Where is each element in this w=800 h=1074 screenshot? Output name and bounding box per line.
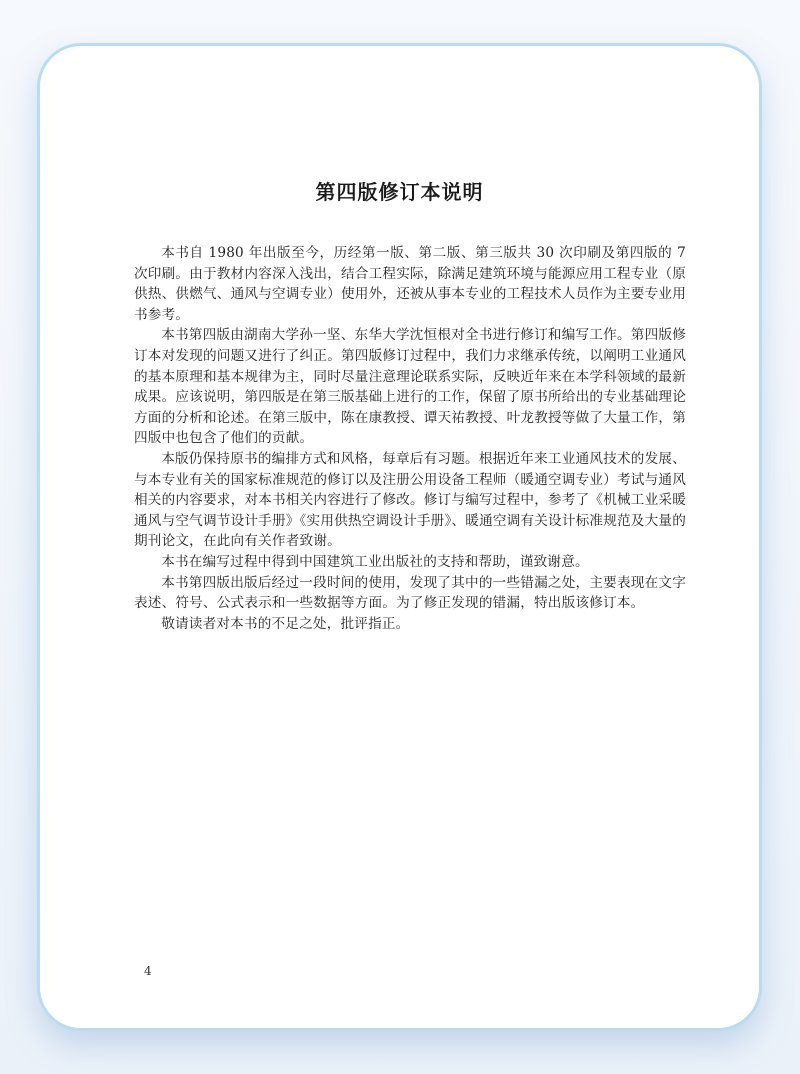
paragraph-acknowledgement: 本书在编写过程中得到中国建筑工业出版社的支持和帮助，谨致谢意。: [161, 553, 589, 570]
page-title: 第四版修订本说明: [315, 180, 484, 204]
paragraph-edition-style: 本版仍保持原书的编排方式和风格，每章后有习题。根据近年来工业通风技术的发展、与本专业有关的国家标准规范的修订以及注册公用设备工程师（暖通空调专业）考试与通风相关的内容要求，对本书相关内容进行了修改。修订与编写过程中，参考了《机械工业采暖通风与空气调节设计手册》《实用供热空调设计手册》、暖通空调有关设计标准规范及大量的期刊论文，在此向有关作者致谢。: [134, 450, 686, 550]
preface-body: [134, 243, 686, 634]
paragraph-closing: 敬请读者对本书的不足之处，批评指正。: [161, 615, 410, 632]
paragraph-publication-history: 本书自 1980 年出版至今，历经第一版、第二版、第三版共 30 次印刷及第四版的 7 次印刷。由于教材内容深入浅出，结合工程实际，除满足建筑环境与能源应用工程专业（原供热、供燃气、通风与空调专业）使用外，还被从事本专业的工程技术人员作为主要专业用书参考。: [134, 245, 686, 323]
paragraph-revision-authors: 本书第四版由湖南大学孙一坚、东华大学沈恒根对全书进行修订和编写工作。第四版修订本对发现的问题又进行了纠正。第四版修订过程中，我们力求继承传统，以阐明工业通风的基本原理和基本规律为主，同时尽量注意理论联系实际，反映近年来在本学科领域的最新成果。应该说明，第四版是在第三版基础上进行的工作，保留了原书所给出的专业基础理论方面的分析和论述。在第三版中，陈在康教授、谭天祐教授、叶龙教授等做了大量工作，第四版中也包含了他们的贡献。: [134, 327, 686, 447]
paragraph-errata: 本书第四版出版后经过一段时间的使用，发现了其中的一些错漏之处，主要表现在文字表述、符号、公式表示和一些数据等方面。为了修正发现的错漏，特出版该修订本。: [134, 574, 686, 612]
page-number: 4: [144, 964, 152, 978]
document-page: [37, 43, 762, 1031]
